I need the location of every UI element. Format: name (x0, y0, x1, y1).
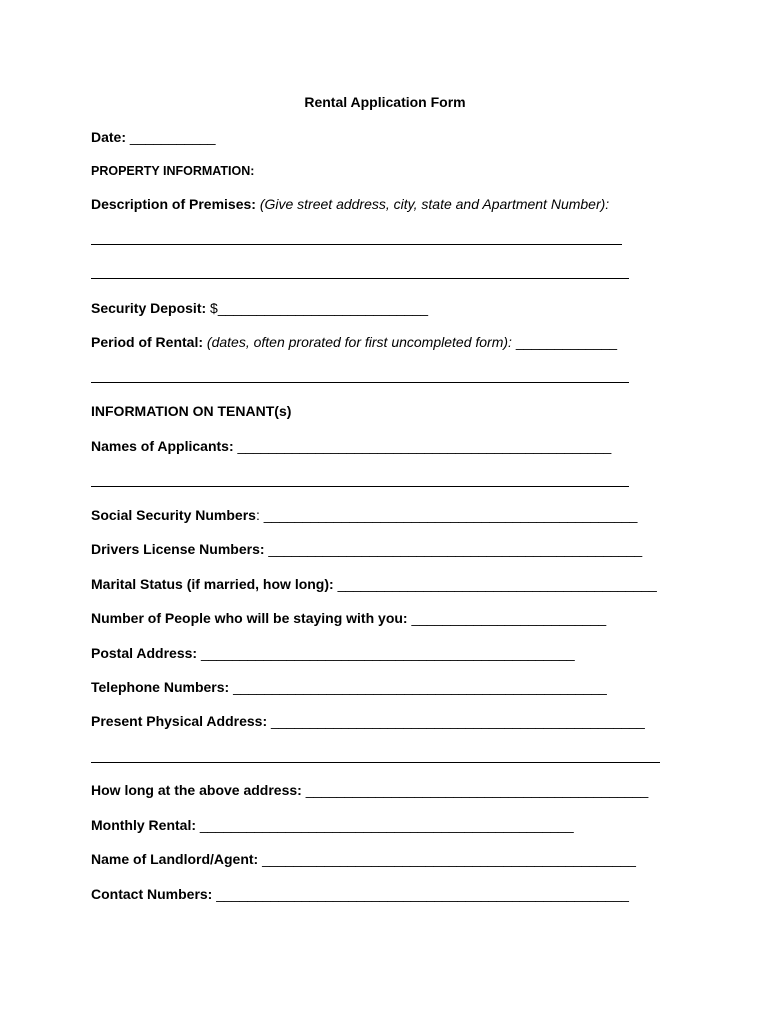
period-note: (dates, often prorated for first uncompleted form): (206, 334, 512, 350)
drivers-license-field[interactable]: ________________________________________________ (268, 541, 643, 557)
landlord-field[interactable]: ________________________________________________ (262, 851, 636, 867)
period-label: Period of Rental: (91, 334, 204, 350)
premises-label: Description of Premises: (91, 196, 256, 212)
date-line (91, 129, 216, 145)
applicants-label: Names of Applicants: (91, 438, 234, 454)
premises-note: (Give street address, city, state and Apartment Number): (259, 196, 610, 212)
marital-label: Marital Status (if married, how long): (91, 576, 334, 592)
date-field[interactable]: ___________ (129, 129, 216, 145)
physical-address-label: Present Physical Address: (91, 713, 268, 729)
ssn-colon: : (255, 507, 260, 523)
landlord-line (91, 851, 636, 867)
premises-field-1[interactable] (91, 244, 622, 245)
how-long-label: How long at the above address: (91, 782, 302, 798)
marital-line (91, 576, 657, 592)
physical-address-line (91, 713, 645, 729)
premises-line (91, 196, 609, 212)
deposit-label: Security Deposit: (91, 300, 207, 316)
postal-line (91, 645, 575, 661)
applicants-line (91, 438, 611, 454)
people-field[interactable]: _________________________ (411, 610, 607, 626)
drivers-license-label: Drivers License Numbers: (91, 541, 265, 557)
applicants-field-2[interactable] (91, 486, 629, 487)
people-line (91, 610, 606, 626)
monthly-rental-label: Monthly Rental: (91, 817, 196, 833)
monthly-rental-field[interactable]: ________________________________________________ (199, 817, 574, 833)
ssn-field[interactable]: ________________________________________________ (263, 507, 638, 523)
how-long-field[interactable]: ____________________________________________ (305, 782, 649, 798)
postal-label: Postal Address: (91, 645, 198, 661)
contact-numbers-field[interactable]: _____________________________________________________ (216, 886, 629, 902)
date-label: Date: (91, 129, 127, 145)
period-field-2[interactable] (91, 382, 629, 383)
period-line (91, 334, 617, 350)
ssn-line (91, 507, 637, 523)
how-long-line (91, 782, 648, 798)
deposit-line (91, 300, 428, 316)
premises-field-2[interactable] (91, 278, 629, 279)
telephone-line (91, 679, 607, 695)
applicants-field[interactable]: ________________________________________________ (237, 438, 612, 454)
telephone-field[interactable]: ________________________________________________ (233, 679, 607, 695)
telephone-label: Telephone Numbers: (91, 679, 230, 695)
contact-numbers-line (91, 886, 629, 902)
landlord-label: Name of Landlord/Agent: (91, 851, 259, 867)
marital-field[interactable]: _________________________________________ (337, 576, 657, 592)
contact-numbers-label: Contact Numbers: (91, 886, 213, 902)
deposit-field[interactable]: $___________________________ (210, 300, 429, 316)
tenant-heading: INFORMATION ON TENANT(s) (91, 403, 292, 419)
period-field[interactable]: _____________ (515, 334, 618, 350)
ssn-label: Social Security Numbers (91, 507, 256, 523)
physical-address-field[interactable]: ________________________________________________ (271, 713, 645, 729)
form-title: Rental Application Form (304, 94, 466, 110)
drivers-license-line (91, 541, 642, 557)
people-label: Number of People who will be staying with you: (91, 610, 408, 626)
physical-address-field-2[interactable] (91, 762, 660, 763)
postal-field[interactable]: ________________________________________________ (200, 645, 575, 661)
monthly-rental-line (91, 817, 574, 833)
property-heading: PROPERTY INFORMATION: (91, 164, 255, 178)
